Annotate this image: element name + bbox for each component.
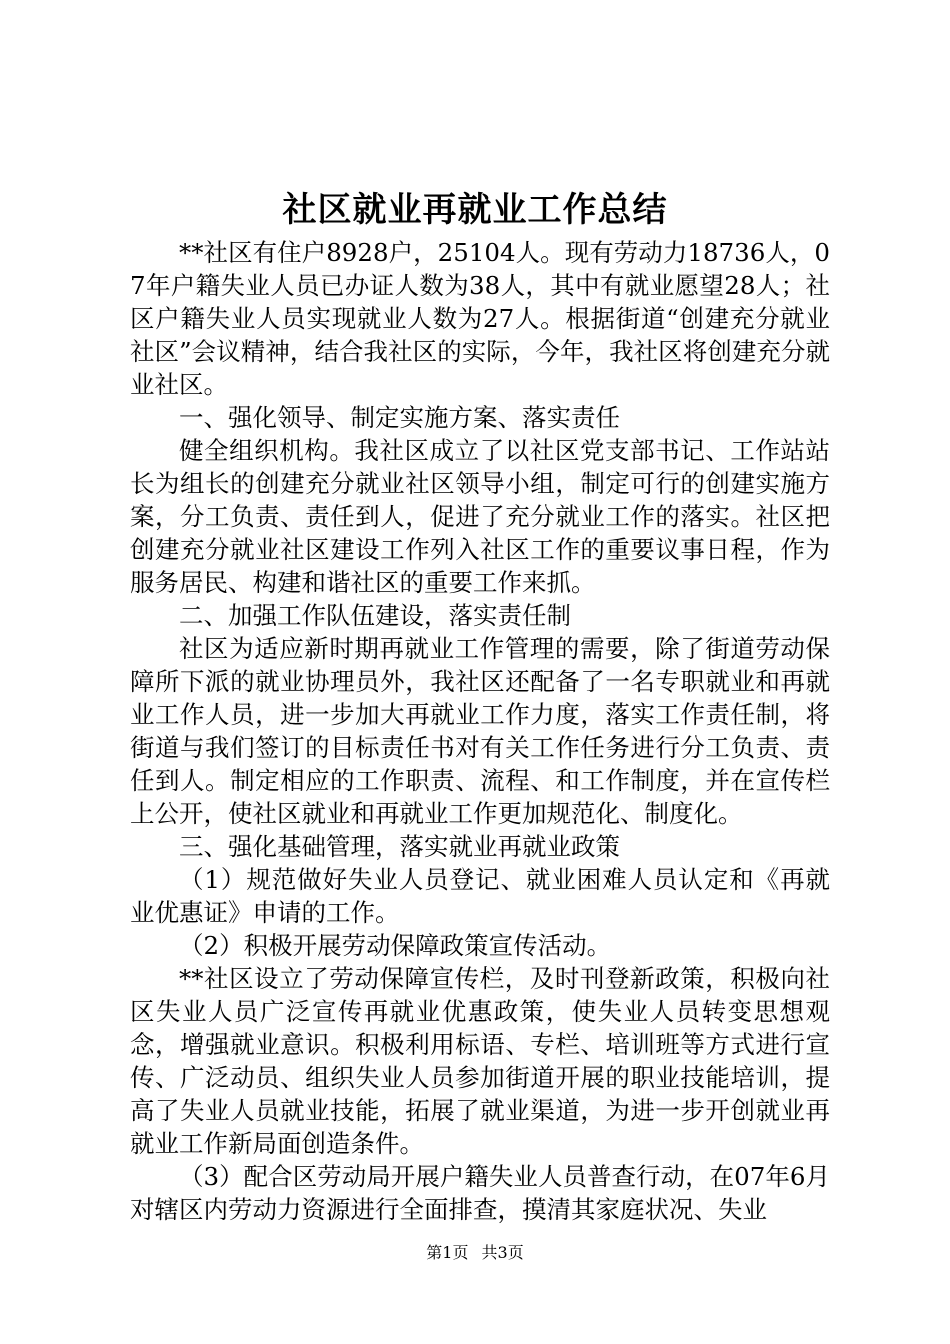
document-title: 社区就业再就业工作总结 (282, 190, 668, 230)
section-heading-1: 一、强化领导、制定实施方案、落实责任 (179, 403, 620, 432)
section-heading-2: 二、加强工作队伍建设，落实责任制 (179, 601, 571, 630)
paragraph-team: 社区为适应新时期再就业工作管理的需要，除了街道劳动保障所下派的就业协理员外，我社区还配备了一名专职就业和再就业工作人员，进一步加大再就业工作力度，落实工作责任制，将街道与我们签订的目标责任书对有关工作任务进行分工负责、责任到人。制定相应的工作职责、流程、和工作制度，并在宣传栏上公开，使社区就业和再就业工作更加规范化、制度化。 (130, 634, 830, 828)
section-heading-3: 三、强化基础管理，落实就业再就业政策 (179, 832, 620, 861)
page-total: 共3页 (481, 1243, 524, 1262)
list-item-2: （2）积极开展劳动保障政策宣传活动。 (179, 931, 612, 960)
page-footer (0, 1242, 950, 1264)
list-item-3: （3）配合区劳动局开展户籍失业人员普查行动，在07年6月对辖区内劳动力资源进行全面排查，摸清其家庭状况、失业 (130, 1162, 830, 1224)
paragraph-organization: 健全组织机构。我社区成立了以社区党支部书记、工作站站长为组长的创建充分就业社区领导小组，制定可行的创建实施方案，分工负责、责任到人，促进了充分就业工作的落实。社区把创建充分就业社区建设工作列入社区工作的重要议事日程，作为服务居民、构建和谐社区的重要工作来抓。 (130, 436, 830, 597)
page-number: 第1页 (426, 1243, 469, 1262)
paragraph-intro: **社区有住户8928户，25104人。现有劳动力18736人，07年户籍失业人员已办证人数为38人，其中有就业愿望28人；社区户籍失业人员实现就业人数为27人。根据街道“创建充分就业社区”会议精神，结合我社区的实际，今年，我社区将创建充分就业社区。 (130, 238, 830, 399)
document-body (130, 236, 830, 1226)
list-item-1: （1）规范做好失业人员登记、就业困难人员认定和《再就业优惠证》申请的工作。 (130, 865, 830, 927)
paragraph-publicity: **社区设立了劳动保障宣传栏，及时刊登新政策，积极向社区失业人员广泛宣传再就业优惠政策，使失业人员转变思想观念，增强就业意识。积极利用标语、专栏、培训班等方式进行宣传、广泛动员、组织失业人员参加街道开展的职业技能培训，提高了失业人员就业技能，拓展了就业渠道，为进一步开创就业再就业工作新局面创造条件。 (130, 964, 830, 1158)
